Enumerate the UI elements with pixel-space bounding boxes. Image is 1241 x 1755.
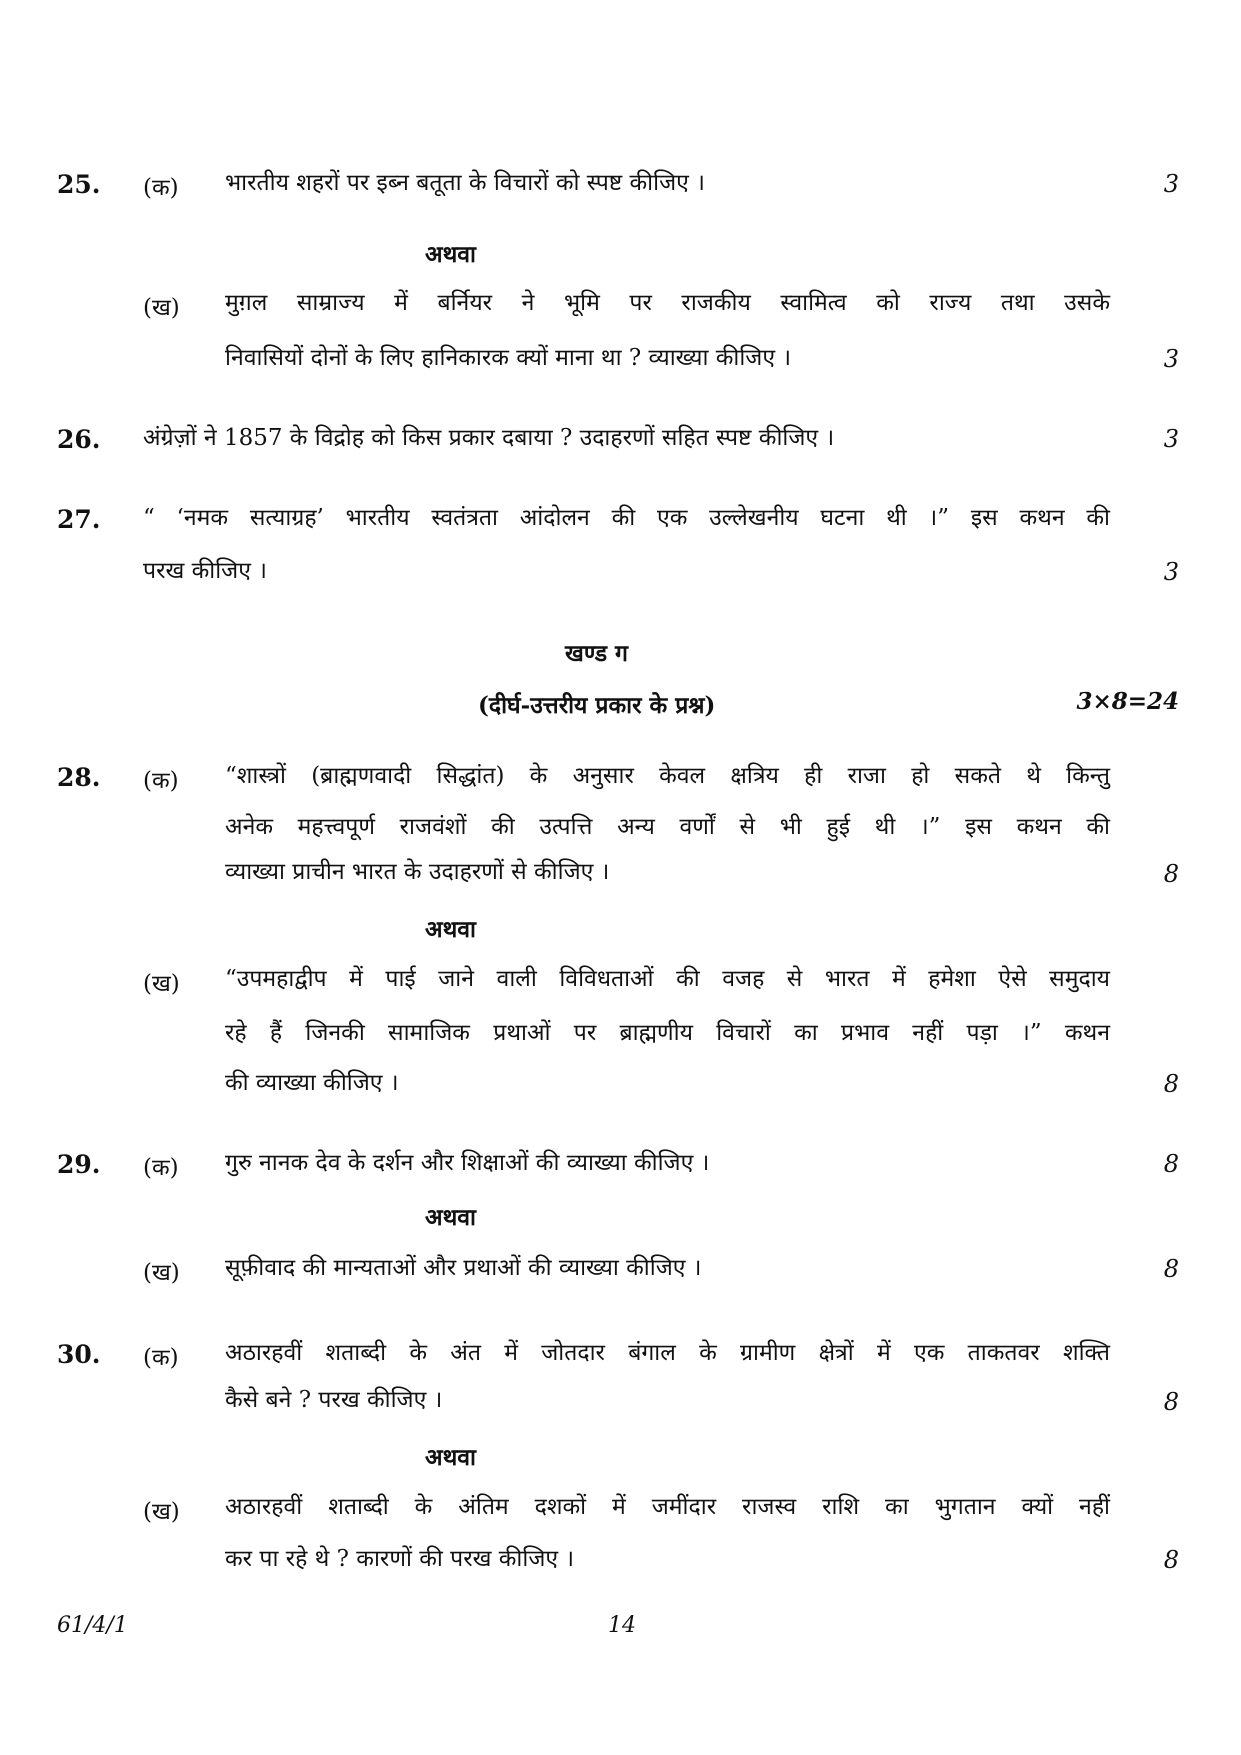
question-text: रहे हैं जिनकी सामाजिक प्रथाओं पर ब्राह्मणीय विचारों का प्रभाव नहीं पड़ा ।” कथन bbox=[225, 1020, 1110, 1046]
question-text: अठारहवीं शताब्दी के अंतिम दशकों में जमींदार राजस्व राशि का भुगतान क्यों नहीं bbox=[225, 1494, 1110, 1520]
marks: 3 bbox=[1163, 558, 1179, 586]
option-label: (क) bbox=[143, 1155, 179, 1181]
question-text: निवासियों दोनों के लिए हानिकारक क्यों माना था ? व्याख्या कीजिए । bbox=[225, 345, 792, 371]
paper-code: 61/4/1 bbox=[57, 1613, 128, 1638]
section-subtitle: (दीर्घ-उत्तरीय प्रकार के प्रश्न) bbox=[478, 692, 716, 719]
question-text: “उपमहाद्वीप में पाई जाने वाली विविधताओं की वजह से भारत में हमेशा ऐसे समुदाय bbox=[225, 966, 1110, 992]
option-label: (ख) bbox=[143, 1260, 180, 1286]
marks: 8 bbox=[1163, 1070, 1179, 1098]
marks: 8 bbox=[1163, 1150, 1179, 1178]
or-separator: अथवा bbox=[425, 1204, 477, 1231]
question-text: अंग्रेज़ों ने 1857 के विद्रोह को किस प्रकार दबाया ? उदाहरणों सहित स्पष्ट कीजिए । bbox=[143, 425, 835, 451]
question-number: 27. bbox=[57, 505, 101, 534]
option-label: (क) bbox=[143, 768, 179, 794]
question-text: कर पा रहे थे ? कारणों की परख कीजिए । bbox=[225, 1546, 575, 1572]
option-label: (क) bbox=[143, 1345, 179, 1371]
marks: 8 bbox=[1163, 1255, 1179, 1283]
question-text: भारतीय शहरों पर इब्न बतूता के विचारों को स्पष्ट कीजिए । bbox=[225, 170, 705, 196]
option-label: (ख) bbox=[143, 295, 180, 321]
question-text: व्याख्या प्राचीन भारत के उदाहरणों से कीजिए । bbox=[225, 859, 610, 885]
question-text: गुरु नानक देव के दर्शन और शिक्षाओं की व्याख्या कीजिए । bbox=[225, 1150, 710, 1176]
marks: 3 bbox=[1163, 425, 1179, 453]
marks: 8 bbox=[1163, 860, 1179, 888]
marks: 8 bbox=[1163, 1546, 1179, 1574]
question-text: सूफ़ीवाद की मान्यताओं और प्रथाओं की व्याख्या कीजिए । bbox=[225, 1255, 702, 1281]
marks: 3 bbox=[1163, 345, 1179, 373]
question-text: की व्याख्या कीजिए । bbox=[225, 1070, 399, 1096]
question-number: 29. bbox=[57, 1150, 101, 1179]
page-number: 14 bbox=[608, 1613, 636, 1638]
question-text: परख कीजिए । bbox=[143, 558, 267, 584]
option-label: (ख) bbox=[143, 1499, 180, 1525]
or-separator: अथवा bbox=[425, 1444, 477, 1471]
question-text: मुग़ल साम्राज्य में बर्नियर ने भूमि पर राजकीय स्वामित्व को राज्य तथा उसके bbox=[225, 290, 1110, 316]
or-separator: अथवा bbox=[425, 916, 477, 943]
question-text: अठारहवीं शताब्दी के अंत में जोतदार बंगाल के ग्रामीण क्षेत्रों में एक ताकतवर शक्ति bbox=[225, 1340, 1110, 1366]
question-text: कैसे बने ? परख कीजिए । bbox=[225, 1387, 443, 1413]
section-marks: 3×8=24 bbox=[1076, 688, 1179, 715]
marks: 8 bbox=[1163, 1388, 1179, 1416]
question-number: 30. bbox=[57, 1340, 101, 1369]
question-text: अनेक महत्त्वपूर्ण राजवंशों की उत्पत्ति अन्य वर्णों से भी हुई थी ।” इस कथन की bbox=[225, 814, 1110, 840]
or-separator: अथवा bbox=[425, 241, 477, 268]
question-text: “शास्त्रों (ब्राह्मणवादी सिद्धांत) के अनुसार केवल क्षत्रिय ही राजा हो सकते थे किन्तु bbox=[225, 763, 1110, 789]
section-title: खण्ड ग bbox=[565, 640, 629, 667]
question-number: 25. bbox=[57, 170, 101, 199]
question-text: “ ‘नमक सत्याग्रह’ भारतीय स्वतंत्रता आंदोलन की एक उल्लेखनीय घटना थी ।” इस कथन की bbox=[143, 505, 1110, 531]
option-label: (ख) bbox=[143, 971, 180, 997]
marks: 3 bbox=[1163, 170, 1179, 198]
question-number: 26. bbox=[57, 425, 101, 454]
question-number: 28. bbox=[57, 763, 101, 792]
option-label: (क) bbox=[143, 175, 179, 201]
